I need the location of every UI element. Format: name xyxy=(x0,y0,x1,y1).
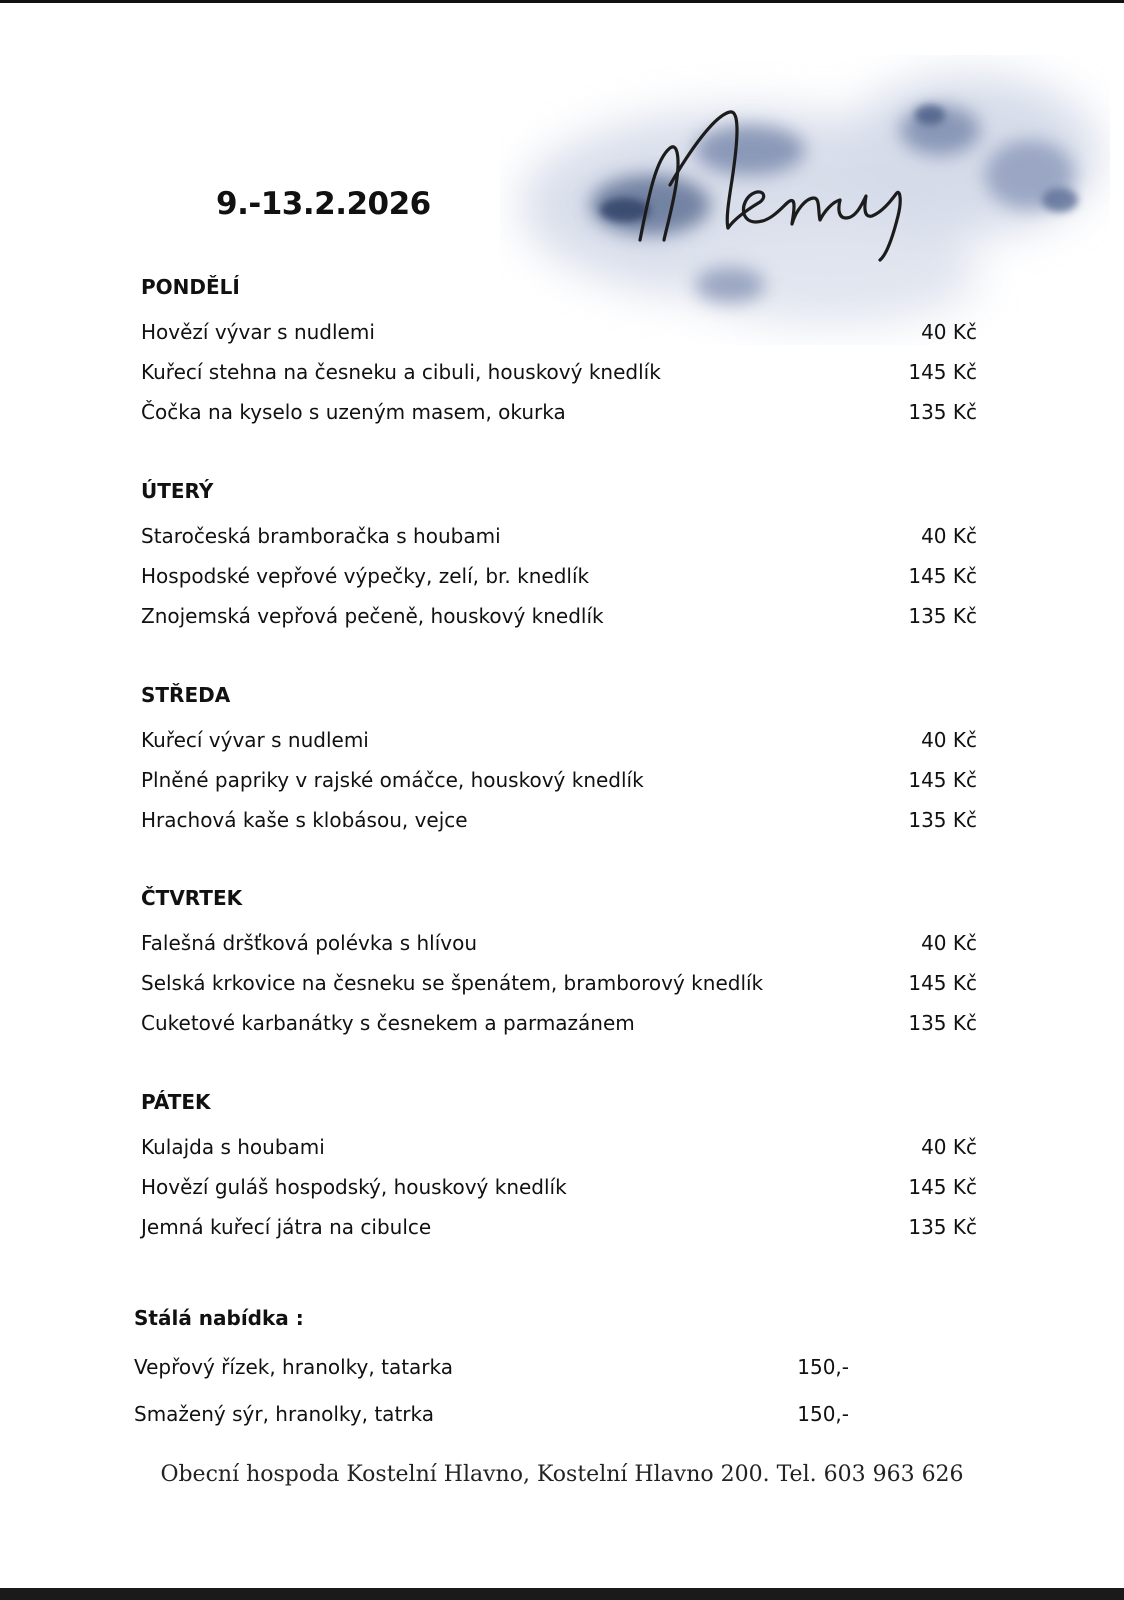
dish-row xyxy=(141,1207,977,1247)
dish-price: 145 Kč xyxy=(908,1175,977,1199)
dish-name: Kuřecí stehna na česneku a cibuli, houskový knedlík xyxy=(141,360,661,384)
dish-name: Kuřecí vývar s nudlemi xyxy=(141,728,369,752)
standing-offer-title: Stálá nabídka : xyxy=(134,1306,304,1330)
dish-row xyxy=(141,1127,977,1167)
day-title: ÚTERÝ xyxy=(141,479,214,503)
dish-name: Falešná dršťková polévka s hlívou xyxy=(141,931,478,955)
dish-name: Vepřový řízek, hranolky, tatarka xyxy=(134,1355,454,1379)
dish-price: 145 Kč xyxy=(908,564,977,588)
dish-name: Plněné papriky v rajské omáčce, houskový knedlík xyxy=(141,768,644,792)
day-title: PÁTEK xyxy=(141,1090,211,1114)
dish-name: Staročeská bramboračka s houbami xyxy=(141,524,501,548)
dish-price: 145 Kč xyxy=(908,768,977,792)
dish-name: Jemná kuřecí játra na cibulce xyxy=(141,1215,432,1239)
dish-name: Znojemská vepřová pečeně, houskový knedlík xyxy=(141,604,604,628)
dish-price: 150,- xyxy=(797,1402,849,1426)
dish-name: Kulajda s houbami xyxy=(141,1135,325,1159)
dish-price: 135 Kč xyxy=(908,1215,977,1239)
dish-name: Čočka na kyselo s uzeným masem, okurka xyxy=(141,400,566,424)
day-title: PONDĚLÍ xyxy=(141,275,240,299)
dish-row xyxy=(141,760,977,800)
dish-row xyxy=(141,352,977,392)
dish-price: 40 Kč xyxy=(921,320,977,344)
dish-row xyxy=(141,720,977,760)
dish-row xyxy=(141,1003,977,1043)
day-section-thursday xyxy=(141,883,977,1043)
dish-row xyxy=(141,800,977,840)
standing-offer-row xyxy=(134,1391,849,1438)
dish-row xyxy=(141,923,977,963)
dish-row xyxy=(141,963,977,1003)
dish-price: 135 Kč xyxy=(908,400,977,424)
dish-price: 145 Kč xyxy=(908,360,977,384)
dish-name: Hrachová kaše s klobásou, vejce xyxy=(141,808,468,832)
dish-price: 150,- xyxy=(797,1355,849,1379)
dish-name: Cuketové karbanátky s česnekem a parmazánem xyxy=(141,1011,635,1035)
top-border xyxy=(0,0,1124,3)
dish-row xyxy=(141,1167,977,1207)
footer-contact: Obecní hospoda Kostelní Hlavno, Kostelní Hlavno 200. Tel. 603 963 626 xyxy=(160,1462,964,1487)
dish-price: 40 Kč xyxy=(921,524,977,548)
dish-row xyxy=(141,312,977,352)
dish-price: 145 Kč xyxy=(908,971,977,995)
day-section-tuesday xyxy=(141,476,977,636)
dish-price: 135 Kč xyxy=(908,604,977,628)
day-title: ČTVRTEK xyxy=(141,886,243,910)
dish-row xyxy=(141,556,977,596)
day-section-wednesday xyxy=(141,680,977,840)
dish-price: 40 Kč xyxy=(921,931,977,955)
bottom-border xyxy=(0,1588,1124,1600)
dish-name: Smažený sýr, hranolky, tatrka xyxy=(134,1402,434,1426)
dish-price: 40 Kč xyxy=(921,728,977,752)
day-section-friday xyxy=(141,1087,977,1247)
dish-name: Hovězí vývar s nudlemi xyxy=(141,320,375,344)
menu-script-title-text: Menu xyxy=(600,90,603,91)
dish-name: Hovězí guláš hospodský, houskový knedlík xyxy=(141,1175,567,1199)
dish-price: 135 Kč xyxy=(908,1011,977,1035)
dish-price: 40 Kč xyxy=(921,1135,977,1159)
date-range: 9.-13.2.2026 xyxy=(216,186,431,222)
dish-row xyxy=(141,516,977,556)
dish-row xyxy=(141,392,977,432)
dish-name: Selská krkovice na česneku se špenátem, bramborový knedlík xyxy=(141,971,764,995)
dish-row xyxy=(141,596,977,636)
standing-offer-row xyxy=(134,1344,849,1391)
dish-price: 135 Kč xyxy=(908,808,977,832)
dish-name: Hospodské vepřové výpečky, zelí, br. knedlík xyxy=(141,564,590,588)
day-title: STŘEDA xyxy=(141,683,231,707)
standing-offer-section xyxy=(134,1300,849,1438)
day-section-monday xyxy=(141,272,977,432)
menu-script-title xyxy=(600,90,960,280)
